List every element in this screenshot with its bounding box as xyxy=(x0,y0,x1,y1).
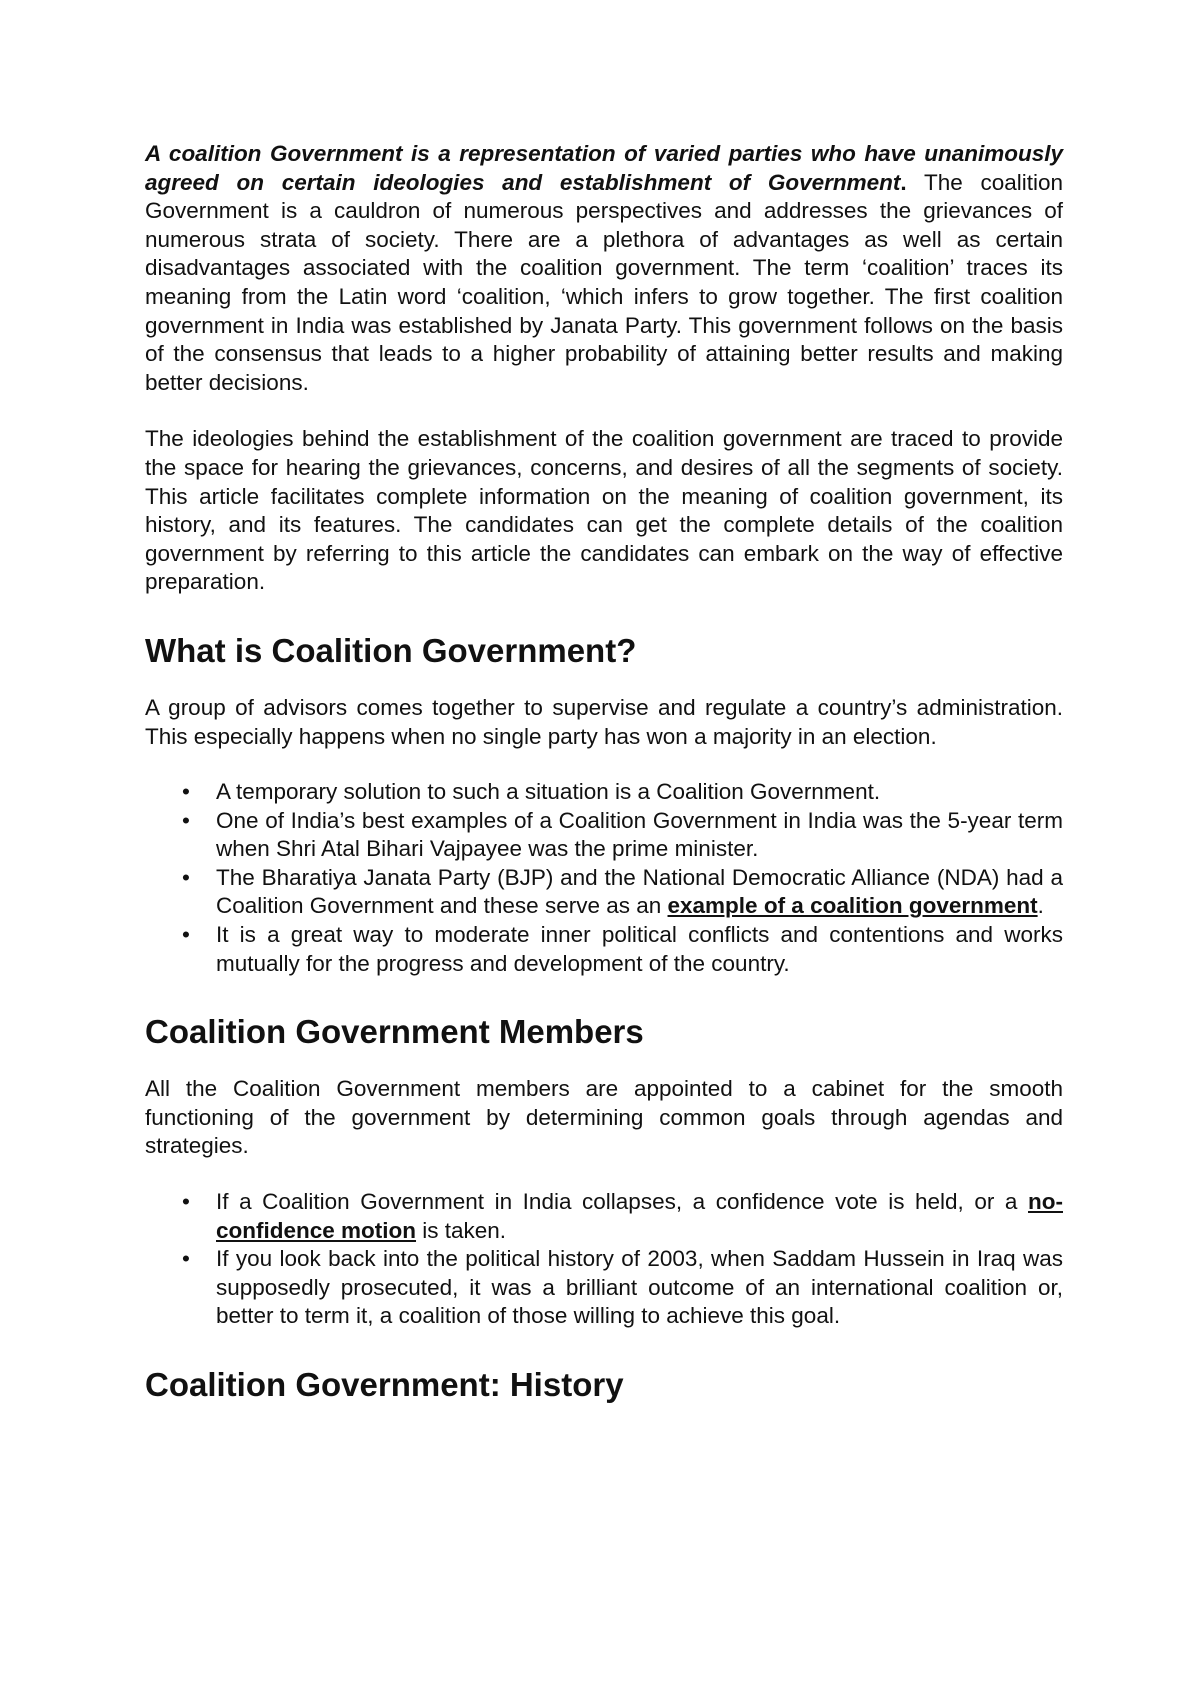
bullet-icon: • xyxy=(182,864,190,890)
section-heading-members: Coalition Government Members xyxy=(145,1013,644,1051)
what-is-paragraph: A group of advisors comes together to supervise and regulate a country’s administration. This especially happens when no single party has won a majority in an election. xyxy=(145,694,1063,749)
what-is-bullet-list xyxy=(145,778,1063,978)
list-item: • A temporary solution to such a situation is a Coalition Government. xyxy=(216,778,1063,807)
intro-paragraph-2: The ideologies behind the establishment of the coalition government are traced to provide the space for hearing the grievances, concerns, and desires of all the segments of society. This article facilitates complete information on the meaning of coalition government, its history, and its features. The candidates can get the complete details of the coalition government by referring to this article the candidates can embark on the way of effective preparation. xyxy=(145,426,1063,595)
intro-rest-text: The coalition Government is a cauldron of numerous perspectives and addresses the grievances of numerous strata of society. There are a plethora of advantages as well as certain disadvantages associated with the coalition government. The term ‘coalition’ traces its meaning from the Latin word ‘coalition, ‘which infers to grow together. The first coalition government in India was established by Janata Party. This government follows on the basis of the consensus that leads to a higher probability of attaining better results and making better decisions. xyxy=(145,169,1063,395)
members-bullet-list xyxy=(145,1188,1063,1331)
intro-lead-period: . xyxy=(900,169,907,195)
members-paragraph: All the Coalition Government members are appointed to a cabinet for the smooth functioning of the government by determining common goals through agendas and strategies. xyxy=(145,1076,1063,1159)
list-item: • It is a great way to moderate inner political conflicts and contentions and works mutually for the progress and development of the country. xyxy=(182,922,1063,976)
coalition-example-link[interactable]: example of a coalition government xyxy=(667,893,1038,919)
section-heading-history: Coalition Government: History xyxy=(145,1366,624,1403)
bullet-icon: • xyxy=(182,922,190,948)
bullet-icon: • xyxy=(182,807,190,833)
list-item: • The Bharatiya Janata Party (BJP) and the National Democratic Alliance (NDA) had a Coalition Government and these serve as an example of a coalition government. xyxy=(182,864,1063,919)
bullet-icon: • xyxy=(182,1189,190,1215)
intro-lead-text: A coalition Government is a representation of varied parties who have unanimously agreed on certain ideologies and establishment of Government xyxy=(145,141,1063,195)
section-heading-what-is: What is Coalition Government? xyxy=(145,631,637,669)
list-item: • If you look back into the political history of 2003, when Saddam Hussein in Iraq was supposedly prosecuted, it was a brilliant outcome of an international coalition or, better to term it, a coalition of those willing to achieve this goal. xyxy=(182,1246,1063,1329)
list-item: • If a Coalition Government in India collapses, a confidence vote is held, or a no-confidence motion is taken. xyxy=(182,1189,1063,1243)
intro-paragraph xyxy=(145,140,1063,397)
bullet-icon: • xyxy=(182,779,190,805)
list-item: • One of India’s best examples of a Coalition Government in India was the 5-year term when Shri Atal Bihari Vajpayee was the prime minister. xyxy=(182,807,1063,862)
document-page xyxy=(145,140,1063,1405)
bullet-icon: • xyxy=(182,1246,190,1272)
no-confidence-motion-link[interactable]: no-confidence motion xyxy=(216,1189,1063,1243)
